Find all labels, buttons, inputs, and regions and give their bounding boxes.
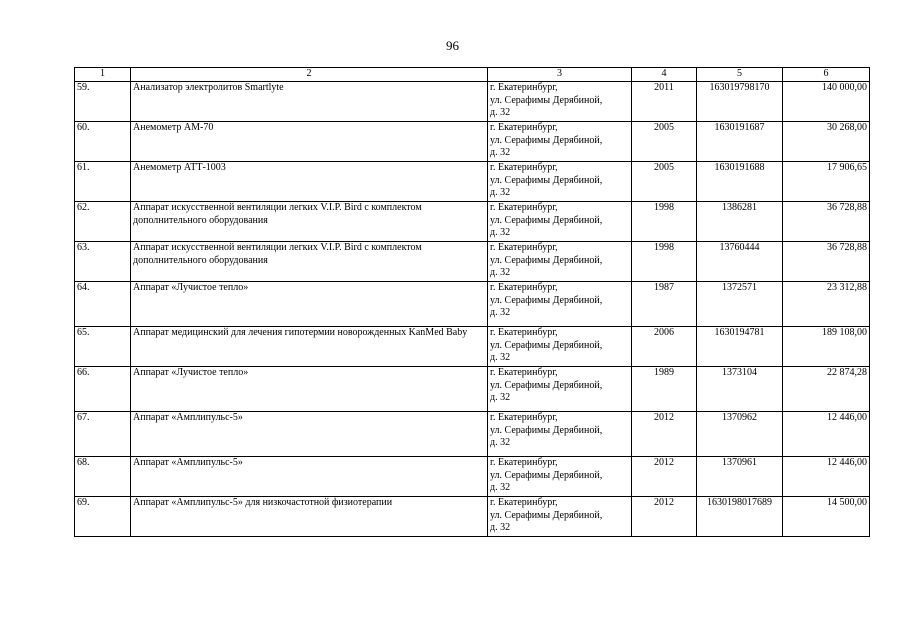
address-line: ул. Серафимы Дерябиной, [490, 134, 603, 146]
table-header [75, 68, 870, 82]
equipment-table [74, 67, 870, 537]
item-cost: 14 500,00 [783, 497, 870, 537]
table-row [75, 82, 870, 122]
address-line: г. Екатеринбург, [490, 242, 558, 253]
item-address [488, 367, 632, 412]
address-line: ул. Серафимы Дерябиной, [490, 339, 603, 351]
column-header-2: 2 [131, 68, 488, 82]
address-line: ул. Серафимы Дерябиной, [490, 214, 603, 226]
item-inventory-number: 1370962 [697, 412, 783, 457]
address-line: ул. Серафимы Дерябиной, [490, 294, 603, 306]
column-header-3: 3 [488, 68, 632, 82]
item-year: 2012 [632, 412, 697, 457]
item-name: Анемометр АМ-70 [131, 122, 488, 162]
item-address [488, 122, 632, 162]
address-line: г. Екатеринбург, [490, 497, 558, 508]
row-number: 67. [75, 412, 131, 457]
row-number: 64. [75, 282, 131, 327]
item-address [488, 282, 632, 327]
item-cost: 140 000,00 [783, 82, 870, 122]
address-line: г. Екатеринбург, [490, 327, 558, 338]
address-line: ул. Серафимы Дерябиной, [490, 174, 603, 186]
address-line: г. Екатеринбург, [490, 457, 558, 468]
address-line: д. 32 [490, 352, 511, 363]
item-name: Аппарат «Амплипульс-5» [131, 412, 488, 457]
address-line: д. 32 [490, 107, 511, 118]
address-line: г. Екатеринбург, [490, 282, 558, 293]
item-cost: 30 268,00 [783, 122, 870, 162]
row-number: 69. [75, 497, 131, 537]
table-body [75, 82, 870, 537]
table-row [75, 327, 870, 367]
table-row [75, 457, 870, 497]
item-name: Анализатор электролитов Smartlyte [131, 82, 488, 122]
row-number: 59. [75, 82, 131, 122]
item-cost: 36 728,88 [783, 202, 870, 242]
address-line: г. Екатеринбург, [490, 367, 558, 378]
address-line: ул. Серафимы Дерябиной, [490, 469, 603, 481]
address-line: д. 32 [490, 147, 511, 158]
address-line: д. 32 [490, 187, 511, 198]
address-line: д. 32 [490, 307, 511, 318]
item-year: 2011 [632, 82, 697, 122]
row-number: 61. [75, 162, 131, 202]
table-row [75, 497, 870, 537]
item-address [488, 412, 632, 457]
address-line: г. Екатеринбург, [490, 122, 558, 133]
item-year: 2012 [632, 497, 697, 537]
table-row [75, 242, 870, 282]
address-line: ул. Серафимы Дерябиной, [490, 94, 603, 106]
address-line: г. Екатеринбург, [490, 82, 558, 93]
row-number: 63. [75, 242, 131, 282]
item-inventory-number: 1373104 [697, 367, 783, 412]
item-cost: 189 108,00 [783, 327, 870, 367]
item-address [488, 242, 632, 282]
item-year: 1998 [632, 202, 697, 242]
item-inventory-number: 1370961 [697, 457, 783, 497]
item-year: 1998 [632, 242, 697, 282]
item-address [488, 162, 632, 202]
item-name: Аппарат медицинский для лечения гипотермии новорожденных KanMed Baby [131, 327, 488, 367]
address-line: д. 32 [490, 482, 511, 493]
address-line: г. Екатеринбург, [490, 412, 558, 423]
item-name: Аппарат «Лучистое тепло» [131, 367, 488, 412]
table-row [75, 122, 870, 162]
item-inventory-number: 163019798170 [697, 82, 783, 122]
item-address [488, 327, 632, 367]
item-inventory-number: 1630194781 [697, 327, 783, 367]
address-line: д. 32 [490, 392, 511, 403]
item-year: 1987 [632, 282, 697, 327]
row-number: 60. [75, 122, 131, 162]
column-header-1: 1 [75, 68, 131, 82]
item-inventory-number: 1630198017689 [697, 497, 783, 537]
table-row [75, 367, 870, 412]
address-line: ул. Серафимы Дерябиной, [490, 379, 603, 391]
row-number: 62. [75, 202, 131, 242]
item-year: 2005 [632, 162, 697, 202]
item-name: Аппарат искусственной вентиляции легких V.I.P. Bird с комплектом дополнительного оборудования [131, 242, 488, 282]
address-line: д. 32 [490, 522, 511, 533]
address-line: д. 32 [490, 227, 511, 238]
address-line: г. Екатеринбург, [490, 202, 558, 213]
table-row [75, 282, 870, 327]
item-year: 2005 [632, 122, 697, 162]
item-cost: 22 874,28 [783, 367, 870, 412]
item-inventory-number: 1386281 [697, 202, 783, 242]
item-cost: 12 446,00 [783, 457, 870, 497]
item-inventory-number: 1372571 [697, 282, 783, 327]
row-number: 66. [75, 367, 131, 412]
column-header-5: 5 [697, 68, 783, 82]
item-cost: 23 312,88 [783, 282, 870, 327]
column-header-6: 6 [783, 68, 870, 82]
item-address [488, 202, 632, 242]
table-row [75, 412, 870, 457]
address-line: д. 32 [490, 267, 511, 278]
row-number: 68. [75, 457, 131, 497]
address-line: ул. Серафимы Дерябиной, [490, 509, 603, 521]
item-name: Аппарат «Лучистое тепло» [131, 282, 488, 327]
item-address [488, 457, 632, 497]
item-cost: 36 728,88 [783, 242, 870, 282]
address-line: д. 32 [490, 437, 511, 448]
item-cost: 12 446,00 [783, 412, 870, 457]
column-header-4: 4 [632, 68, 697, 82]
item-year: 2006 [632, 327, 697, 367]
page-number: 96 [446, 38, 459, 53]
table-row [75, 202, 870, 242]
address-line: ул. Серафимы Дерябиной, [490, 424, 603, 436]
item-year: 2012 [632, 457, 697, 497]
item-name: Аппарат «Амплипульс-5» [131, 457, 488, 497]
item-name: Анемометр АТТ-1003 [131, 162, 488, 202]
item-address [488, 497, 632, 537]
item-inventory-number: 1630191688 [697, 162, 783, 202]
item-year: 1989 [632, 367, 697, 412]
item-cost: 17 906,65 [783, 162, 870, 202]
address-line: г. Екатеринбург, [490, 162, 558, 173]
item-name: Аппарат «Амплипульс-5» для низкочастотной физиотерапии [131, 497, 488, 537]
address-line: ул. Серафимы Дерябиной, [490, 254, 603, 266]
item-address [488, 82, 632, 122]
row-number: 65. [75, 327, 131, 367]
item-inventory-number: 13760444 [697, 242, 783, 282]
item-inventory-number: 1630191687 [697, 122, 783, 162]
table-row [75, 162, 870, 202]
item-name: Аппарат искусственной вентиляции легких V.I.P. Bird с комплектом дополнительного оборудования [131, 202, 488, 242]
